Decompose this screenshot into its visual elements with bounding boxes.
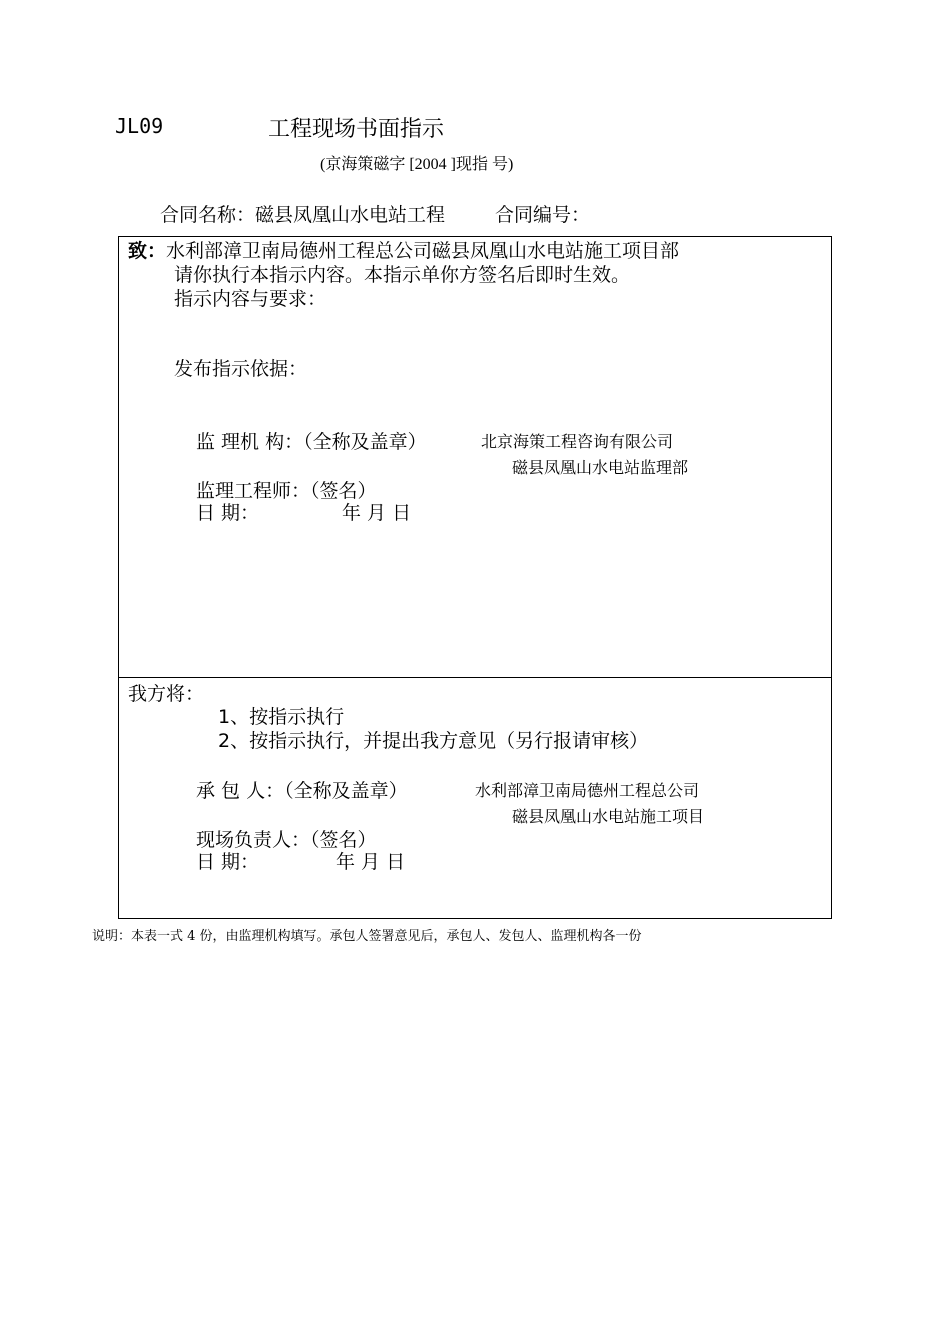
section-divider [118, 677, 832, 678]
response-option-2: 2、按指示执行，并提出我方意见（另行报请审核） [218, 730, 649, 752]
recipient-value: 水利部漳卫南局德州工程总公司磁县凤凰山水电站施工项目部 [166, 240, 680, 262]
contractor-label: 承 包 人：（全称及盖章） [196, 780, 408, 802]
instruction-date-label: 日 期： [196, 502, 260, 524]
contract-number-label: 合同编号： [495, 204, 591, 226]
contract-line [160, 200, 590, 227]
footer-note: 说明：本表一式 4 份，由监理机构填写。承包人签署意见后，承包人、发包人、监理机构各一份 [92, 929, 642, 944]
form-table [118, 236, 832, 919]
contract-name-value: 磁县凤凰山水电站工程 [255, 204, 446, 226]
contractor-name-1: 水利部漳卫南局德州工程总公司 [475, 781, 700, 800]
supervision-org-name-2: 磁县凤凰山水电站监理部 [512, 458, 689, 477]
instruction-date-units: 年 月 日 [342, 502, 412, 524]
engineer-signature-label: 监理工程师：（签名） [196, 480, 377, 502]
response-date-units: 年 月 日 [336, 851, 406, 873]
response-label: 我方将： [128, 683, 205, 705]
site-manager-signature-label: 现场负责人：（签名） [196, 829, 377, 851]
supervision-org-name-1: 北京海策工程咨询有限公司 [481, 432, 674, 451]
form-code: JL09 [115, 114, 164, 138]
recipient-label: 致： [128, 240, 167, 262]
response-date-label: 日 期： [196, 851, 260, 873]
supervision-org-label: 监 理机 构：（全称及盖章） [196, 431, 427, 453]
content-label: 指示内容与要求： [174, 288, 327, 310]
basis-label: 发布指示依据： [174, 358, 308, 380]
contractor-name-2: 磁县凤凰山水电站施工项目 [512, 807, 705, 826]
recipient-line [128, 236, 679, 263]
document-number: (京海策磁字 [2004 ]现指 号) [320, 156, 514, 173]
form-title: 工程现场书面指示 [268, 117, 445, 142]
response-option-1: 1、按指示执行 [218, 706, 345, 728]
request-text: 请你执行本指示内容。本指示单你方签名后即时生效。 [174, 264, 631, 286]
contract-name-label: 合同名称： [160, 204, 256, 226]
